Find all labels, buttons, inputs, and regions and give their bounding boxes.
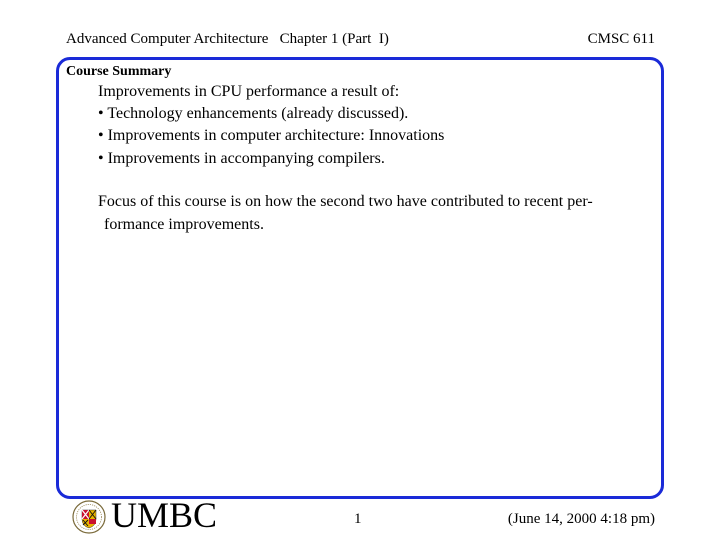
- intro-line: Improvements in CPU performance a result of:: [98, 83, 400, 100]
- slide-title: Course Summary: [66, 64, 172, 79]
- umbc-seal-icon: [72, 500, 106, 534]
- bullet-compilers: • Improvements in accompanying compilers.: [98, 150, 385, 167]
- header-course-code: CMSC 611: [587, 31, 655, 47]
- header-course-chapter: Advanced Computer Architecture Chapter 1 (Part I): [66, 31, 389, 47]
- page-number: 1: [354, 511, 362, 527]
- bullet-architecture: • Improvements in computer architecture: Innovations: [98, 127, 445, 144]
- focus-line-1: Focus of this course is on how the second two have contributed to recent per-: [98, 193, 593, 210]
- umbc-logo-text: UMBC: [111, 495, 218, 535]
- slide-date: (June 14, 2000 4:18 pm): [507, 511, 655, 527]
- bullet-technology: • Technology enhancements (already discussed).: [98, 105, 409, 122]
- focus-line-2: formance improvements.: [104, 216, 264, 233]
